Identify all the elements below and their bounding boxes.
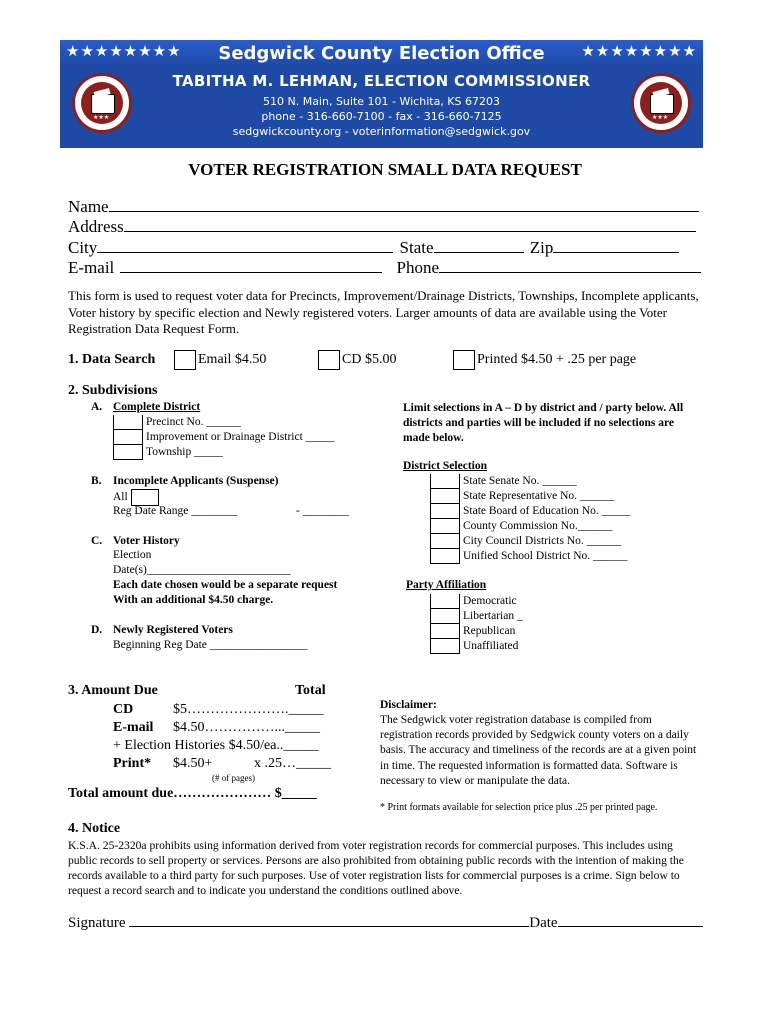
print-note: * Print formats available for selection price plus .25 per printed page. — [380, 802, 658, 813]
district-commission[interactable] — [430, 519, 612, 534]
district-school[interactable] — [430, 549, 628, 564]
d-title: Newly Registered Voters — [113, 624, 233, 636]
party-unaffiliated[interactable] — [430, 639, 518, 654]
city-field[interactable] — [97, 238, 393, 253]
amount-cd-value[interactable]: $5…………………._____ — [173, 702, 324, 717]
notice-text: K.S.A. 25-2320a prohibits using information derived from voter registration records for commercial purposes. This includes using public records to sell property or services. Persons are also prohibited from obtaining public records with the intention of making the records available to a third party for such purposes. Use of voter registration lists for commercial purposes is a crime. Sign below to request a record search and to indicate you understand the conditions outlined above. — [68, 839, 684, 897]
amount-heading: 3. Amount Due — [68, 683, 158, 698]
libertarian-box[interactable] — [430, 609, 460, 624]
phone-label: Phone — [396, 258, 440, 277]
a-item-precinct[interactable] — [113, 415, 241, 430]
office-phone-fax: phone - 316-660-7100 - fax - 316-660-7125 — [261, 110, 502, 123]
email-phone-row — [68, 258, 701, 278]
amount-print-value: $4.50+ — [173, 756, 213, 771]
email-checkbox[interactable] — [174, 350, 196, 370]
commissioner-name: TABITHA M. LEHMAN, ELECTION COMMISSIONER — [172, 72, 591, 90]
printed-checkbox[interactable] — [453, 350, 475, 370]
option-printed[interactable] — [453, 350, 636, 370]
senate-box[interactable] — [430, 474, 460, 489]
phone-field[interactable] — [439, 258, 701, 273]
education-box[interactable] — [430, 504, 460, 519]
signature-label: Signature — [68, 915, 126, 931]
c-note-1: Each date chosen would be a separate request — [113, 579, 338, 591]
amount-email-value[interactable]: $4.50……………..._____ — [173, 720, 320, 735]
amount-email-label: E-mail — [113, 720, 154, 735]
form-title: VOTER REGISTRATION SMALL DATA REQUEST — [188, 160, 582, 179]
pages-note: (# of pages) — [212, 773, 255, 783]
amount-total-heading: Total — [295, 683, 326, 698]
representative-box[interactable] — [430, 489, 460, 504]
amount-print-label: Print* — [113, 756, 152, 771]
disclaimer-heading: Disclaimer: — [380, 699, 437, 711]
a-title: Complete District — [113, 401, 201, 413]
date-field[interactable] — [558, 912, 703, 927]
option-cd-label: CD $5.00 — [342, 352, 397, 368]
education-label: State Board of Education No. _____ — [463, 505, 631, 518]
email-field[interactable] — [120, 258, 382, 273]
option-email-label: Email $4.50 — [198, 352, 267, 368]
c-label: C. — [91, 535, 103, 547]
option-printed-label: Printed $4.50 + .25 per page — [477, 352, 637, 368]
commission-box[interactable] — [430, 519, 460, 534]
republican-label: Republican — [463, 625, 516, 638]
council-label: City Council Districts No. ______ — [463, 535, 622, 548]
amount-history[interactable]: + Election Histories $4.50/ea.._____ — [113, 738, 319, 753]
zip-label: Zip — [529, 238, 554, 257]
data-search-section — [68, 352, 155, 368]
stars-left: ★★★★★★★★ — [66, 42, 182, 60]
representative-label: State Representative No. ______ — [463, 490, 615, 503]
date-label: Date — [529, 915, 558, 931]
option-cd[interactable] — [318, 350, 396, 370]
address-label: Address — [68, 217, 124, 236]
school-label: Unified School District No. ______ — [463, 550, 628, 563]
district-education[interactable] — [430, 504, 630, 519]
name-row — [68, 197, 699, 217]
party-democratic[interactable] — [430, 594, 517, 609]
name-label: Name — [68, 197, 109, 216]
township-box[interactable] — [113, 445, 143, 460]
limit-note: Limit selections in A – D by district and / party below. All districts and parties will be included if no selections are made below. — [403, 402, 684, 444]
ballot-box-seal-right: ★★★ — [631, 73, 691, 133]
democratic-label: Democratic — [463, 595, 517, 608]
a-label: A. — [91, 401, 103, 413]
precinct-box[interactable] — [113, 415, 143, 430]
c-note-2: With an additional $4.50 charge. — [113, 594, 274, 606]
d-label: D. — [91, 624, 103, 636]
a-item-improvement[interactable] — [113, 430, 334, 445]
office-address: 510 N. Main, Suite 101 - Wichita, KS 67203 — [262, 95, 500, 108]
state-label: State — [399, 238, 434, 257]
disclaimer-text: The Sedgwick voter registration database is compiled from registration records provided by Sedgwick county voters on a daily basis. The accuracy and timeliness of the records are at a given point in time. The requested information is formatted data. Software is necessary to view or manipulate the data. — [380, 714, 697, 787]
notice-heading: 4. Notice — [68, 821, 121, 836]
stars-right: ★★★★★★★★ — [581, 42, 697, 60]
a-item-township[interactable] — [113, 445, 223, 460]
office-title: Sedgwick County Election Office — [218, 43, 545, 64]
signature-field[interactable] — [129, 912, 529, 927]
district-senate[interactable] — [430, 474, 577, 489]
email-label: E-mail — [68, 258, 115, 277]
republican-box[interactable] — [430, 624, 460, 639]
improvement-label: Improvement or Drainage District _____ — [146, 431, 335, 444]
commission-label: County Commission No.______ — [463, 520, 613, 533]
option-email[interactable] — [174, 350, 266, 370]
data-search-heading: 1. Data Search — [68, 352, 156, 367]
cd-checkbox[interactable] — [318, 350, 340, 370]
district-representative[interactable] — [430, 489, 614, 504]
b-range-to[interactable]: - ________ — [296, 505, 349, 517]
b-title: Incomplete Applicants (Suspense) — [113, 475, 279, 487]
precinct-label: Precinct No. ______ — [146, 416, 241, 429]
city-label: City — [68, 238, 98, 257]
b-range[interactable]: Reg Date Range ________ — [113, 505, 238, 517]
name-field[interactable] — [109, 197, 699, 212]
amount-cd-label: CD — [113, 702, 134, 717]
district-council[interactable] — [430, 534, 621, 549]
signature-row — [68, 912, 703, 932]
state-field[interactable] — [434, 238, 524, 253]
c-title: Voter History — [113, 535, 180, 547]
ballot-box-seal-left: ★★★ — [72, 73, 132, 133]
c-dates[interactable]: Date(s)_________________________ — [113, 564, 291, 576]
district-heading: District Selection — [403, 460, 487, 472]
office-web-email: sedgwickcounty.org - voterinformation@sedgwick.gov — [232, 125, 531, 138]
address-row — [68, 217, 696, 237]
b-all[interactable] — [113, 489, 161, 506]
b-all-box[interactable] — [131, 489, 159, 506]
address-field[interactable] — [124, 217, 696, 232]
intro-paragraph: This form is used to request voter data for Precincts, Improvement/Drainage Districts, Townships, Incomplete applicants, Voter history by specific election and Newly registered voters. Larger amounts of data are available using the Voter Registration Data Request Form. — [68, 288, 699, 336]
total-amount-due[interactable]: Total amount due………………… $_____ — [68, 786, 317, 801]
school-box[interactable] — [430, 549, 460, 564]
libertarian-label: Libertarian _ — [463, 610, 523, 623]
party-republican[interactable] — [430, 624, 515, 639]
unaffiliated-label: Unaffiliated — [463, 640, 519, 653]
amount-print-pages[interactable]: x .25…_____ — [254, 756, 331, 771]
zip-field[interactable] — [553, 238, 679, 253]
improvement-box[interactable] — [113, 430, 143, 445]
party-heading: Party Affiliation — [406, 579, 487, 591]
c-election: Election — [113, 549, 152, 561]
subdivisions-heading: 2. Subdivisions — [68, 383, 158, 398]
header-banner — [60, 40, 703, 148]
b-label: B. — [91, 475, 102, 487]
senate-label: State Senate No. ______ — [463, 475, 577, 488]
party-libertarian[interactable] — [430, 609, 523, 624]
d-begin-date[interactable]: Beginning Reg Date _________________ — [113, 639, 308, 651]
b-all-label: All — [113, 491, 128, 504]
township-label: Township _____ — [146, 446, 223, 459]
council-box[interactable] — [430, 534, 460, 549]
unaffiliated-box[interactable] — [430, 639, 460, 654]
democratic-box[interactable] — [430, 594, 460, 609]
city-row — [68, 238, 679, 258]
